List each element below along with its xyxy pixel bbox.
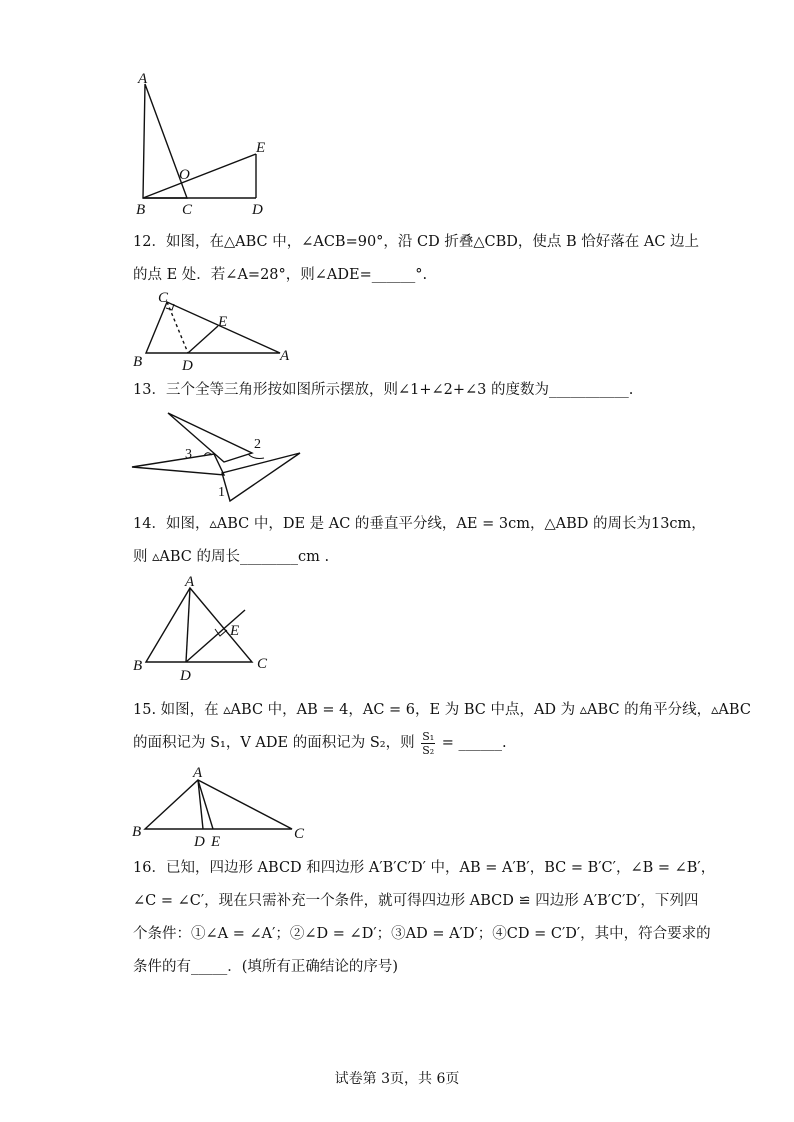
label-a: A — [185, 574, 195, 590]
segment-ad — [186, 588, 190, 662]
triangle-right — [222, 453, 300, 501]
figure-q11 — [130, 68, 280, 218]
angle-arc-2 — [248, 454, 264, 459]
question-13 — [133, 374, 673, 407]
label-c: C — [182, 202, 193, 218]
label-d: D — [182, 358, 193, 374]
figure-q12 — [130, 288, 300, 372]
angle-label-3: 3 — [185, 447, 192, 462]
label-e: E — [218, 314, 228, 330]
fraction-denominator: S₂ — [422, 743, 435, 757]
segment-de — [188, 326, 218, 353]
label-b: B — [132, 824, 142, 840]
figure-q13 — [130, 410, 310, 506]
label-d: D — [194, 834, 205, 850]
ratio-fraction — [421, 730, 435, 757]
question-16 — [133, 852, 716, 984]
angle-label-2: 2 — [254, 437, 261, 452]
figure-q15 — [130, 766, 310, 850]
label-c: C — [158, 290, 169, 306]
label-o: O — [179, 167, 190, 183]
triangle-left — [132, 454, 224, 475]
question-12 — [133, 226, 700, 292]
label-c: C — [294, 826, 305, 842]
question-14 — [133, 508, 706, 574]
label-b: B — [136, 202, 146, 218]
label-c: C — [257, 656, 268, 672]
question-14-line-1: 14．如图，▵ABC 中，DE 是 AC 的垂直平分线，AE = 3cm，△ABD 的周长为13cm， — [133, 516, 706, 532]
question-14-line-2: 则 ▵ABC 的周长________cm . — [133, 549, 330, 565]
label-a: A — [138, 71, 148, 87]
label-b: B — [133, 354, 143, 370]
question-16-line-4: 条件的有_____．(填所有正确结论的序号) — [133, 959, 399, 975]
triangle-abc — [146, 302, 280, 353]
label-d: D — [252, 202, 263, 218]
label-a: A — [280, 348, 290, 364]
label-d: D — [180, 668, 191, 684]
question-15-line-2-text: 的面积记为 S₁，V ADE 的面积记为 S₂，则 — [133, 735, 415, 751]
label-b: B — [133, 658, 143, 674]
question-16-line-3: 个条件：①∠A = ∠A′；②∠D = ∠D′；③AD = A′D′；④CD = C′D′，其中，符合要求的 — [133, 926, 711, 942]
label-e: E — [230, 623, 240, 639]
label-e: E — [256, 140, 266, 156]
fraction-numerator: S₁ — [422, 729, 435, 743]
page-footer: 试卷第 3页，共 6页 — [334, 1071, 460, 1087]
triangle-abc — [145, 780, 292, 829]
figure-q14 — [130, 576, 280, 688]
question-15-line-1: 15. 如图，在 ▵ABC 中，AB = 4，AC = 6，E 为 BC 中点，AD 为 ▵ABC 的角平分线，▵ABC — [133, 702, 751, 718]
label-e: E — [211, 834, 221, 850]
label-a: A — [193, 765, 203, 781]
segment-be — [143, 154, 256, 198]
question-12-line-2: 的点 E 处．若∠A=28°，则∠ADE=______°. — [133, 267, 428, 283]
angle-label-1: 1 — [218, 485, 225, 500]
question-15-answer-blank: = ______. — [441, 735, 507, 751]
question-16-line-1: 16．已知，四边形 ABCD 和四边形 A′B′C′D′ 中，AB = A′B′，BC = B′C′，∠B = ∠B′， — [133, 860, 716, 876]
question-15-line-2 — [133, 727, 673, 760]
question-12-line-1: 12．如图，在△ABC 中，∠ACB=90°，沿 CD 折叠△CBD，使点 B 恰好落在 AC 边上 — [133, 234, 700, 250]
question-13-line-1: 13．三个全等三角形按如图所示摆放，则∠1+∠2+∠3 的度数为___________. — [133, 382, 634, 398]
question-16-line-2: ∠C = ∠C′，现在只需补充一个条件，就可得四边形 ABCD ≌ 四边形 A′B′C′D′，下列四 — [133, 893, 699, 909]
question-15 — [133, 694, 751, 760]
